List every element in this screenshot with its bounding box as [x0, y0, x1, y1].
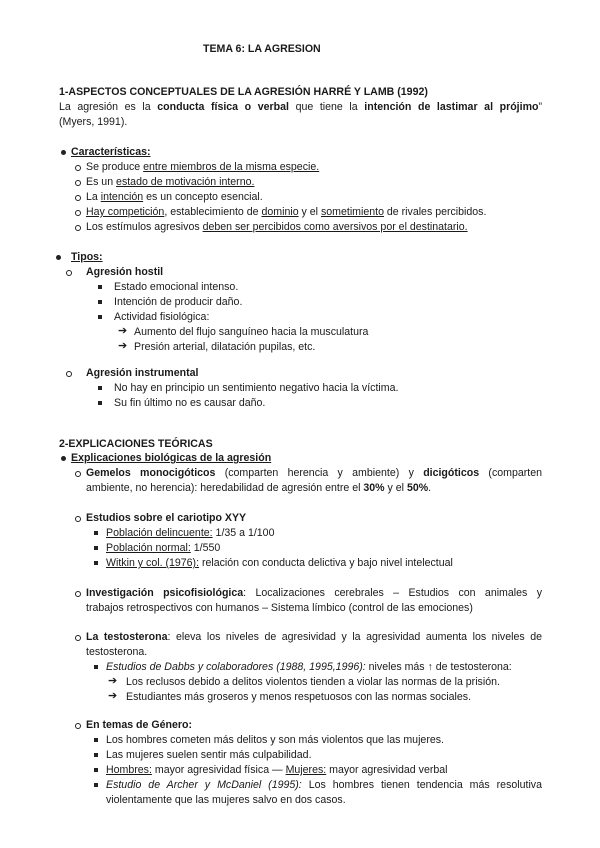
bullet-circle-icon — [75, 591, 81, 597]
dabbs-line: Estudios de Dabbs y colaboradores (1988, 1995,1996): niveles más ↑ de testosterona: — [106, 661, 512, 673]
section-1-heading: 1-ASPECTOS CONCEPTUALES DE LA AGRESIÓN HARRÉ Y LAMB (1992) — [59, 86, 428, 98]
bullet-dot-icon — [61, 150, 66, 155]
section-2-heading: 2-EXPLICACIONES TEÓRICAS — [59, 438, 213, 450]
psicofisiologica-line: Investigación psicofisiológica: Localizaciones cerebrales – Estudios con animales y — [86, 587, 542, 599]
list-item: Los hombres cometen más delitos y son más violentos que las mujeres. — [106, 734, 444, 746]
agresion-hostil-heading: Agresión hostil — [86, 266, 164, 278]
bullet-square-icon — [94, 665, 98, 669]
bullet-circle-icon — [75, 210, 81, 216]
bullet-square-icon — [98, 401, 102, 405]
bullet-circle-icon — [66, 270, 72, 276]
bullet-circle-icon — [75, 516, 81, 522]
list-item: Actividad fisiológica: — [114, 311, 210, 323]
bullet-square-icon — [94, 531, 98, 535]
list-item: Los estímulos agresivos deben ser percibidos como aversivos por el destinatario. — [86, 221, 468, 233]
bullet-circle-icon — [75, 165, 81, 171]
tipos-label: Tipos: — [71, 251, 103, 263]
caracteristicas-label: Características: — [71, 146, 151, 158]
bullet-circle-icon — [66, 371, 72, 377]
definition-citation: (Myers, 1991). — [59, 116, 128, 128]
list-item: Intención de producir daño. — [114, 296, 243, 308]
list-item: Hombres: mayor agresividad física — Mujeres: mayor agresividad verbal — [106, 764, 448, 776]
bullet-square-icon — [98, 315, 102, 319]
agresion-instrumental-heading: Agresión instrumental — [86, 367, 199, 379]
list-item: Aumento del flujo sanguíneo hacia la musculatura — [134, 326, 369, 338]
list-item: No hay en principio un sentimiento negativo hacia la víctima. — [114, 382, 399, 394]
list-item: La intención es un concepto esencial. — [86, 191, 263, 203]
testosterona-line: La testosterona: eleva los niveles de agresividad y la agresividad aumenta los niveles de — [86, 631, 542, 643]
archer-line: Estudio de Archer y McDaniel (1995): Los hombres tienen tendencia más resolutiva — [106, 779, 542, 791]
gemelos-line: Gemelos monocigóticos (comparten herencia y ambiente) y dicigóticos (comparten — [86, 467, 542, 479]
psicofisiologica-line-2: trabajos retrospectivos con humanos – Sistema límbico (control de las emociones) — [86, 602, 473, 614]
bullet-square-icon — [94, 561, 98, 565]
arrow-right-icon: ➔ — [108, 690, 118, 702]
bullet-circle-icon — [75, 635, 81, 641]
list-item: Es un estado de motivación interno. — [86, 176, 255, 188]
list-item: Witkin y col. (1976): relación con conducta delictiva y bajo nivel intelectual — [106, 557, 453, 569]
genero-heading: En temas de Género: — [86, 719, 192, 731]
definition-line: La agresión es la conducta física o verbal que tiene la intención de lastimar al prójimo” — [59, 101, 542, 113]
list-item: Población delincuente: 1/35 a 1/100 — [106, 527, 275, 539]
gemelos-line-2: ambiente, no herencia): heredabilidad de agresión entre el 30% y el 50%. — [86, 482, 432, 494]
bullet-circle-icon — [75, 195, 81, 201]
arrow-right-icon: ➔ — [108, 675, 118, 687]
bullet-square-icon — [94, 738, 98, 742]
arrow-right-icon: ➔ — [118, 325, 128, 337]
list-item: Se produce entre miembros de la misma especie. — [86, 161, 320, 173]
list-item: Presión arterial, dilatación pupilas, etc. — [134, 341, 316, 353]
list-item: Estado emocional intenso. — [114, 281, 239, 293]
bullet-square-icon — [94, 768, 98, 772]
bullet-square-icon — [98, 386, 102, 390]
bullet-square-icon — [94, 783, 98, 787]
bullet-square-icon — [94, 546, 98, 550]
bullet-circle-icon — [75, 180, 81, 186]
bullet-square-icon — [94, 753, 98, 757]
arrow-right-icon: ➔ — [118, 340, 128, 352]
list-item: Hay competición, establecimiento de dominio y el sometimiento de rivales percibidos. — [86, 206, 487, 218]
testosterona-line-2: testosterona. — [86, 646, 148, 658]
biologicas-heading: Explicaciones biológicas de la agresión — [71, 452, 272, 464]
bullet-dot-icon — [61, 456, 66, 461]
bullet-circle-icon — [75, 471, 81, 477]
bullet-dot-icon — [56, 255, 61, 260]
bullet-square-icon — [98, 285, 102, 289]
page-title: TEMA 6: LA AGRESION — [203, 43, 321, 55]
bullet-circle-icon — [75, 225, 81, 231]
list-item: Estudiantes más groseros y menos respetuosos con las normas sociales. — [126, 691, 472, 703]
bullet-square-icon — [98, 300, 102, 304]
bullet-circle-icon — [75, 723, 81, 729]
list-item: Las mujeres suelen sentir más culpabilidad. — [106, 749, 312, 761]
list-item: Los reclusos debido a delitos violentos tienden a violar las normas de la prisión. — [126, 676, 500, 688]
xyy-heading: Estudios sobre el cariotipo XYY — [86, 512, 247, 524]
list-item: Su fin último no es causar daño. — [114, 397, 266, 409]
list-item: Población normal: 1/550 — [106, 542, 221, 554]
archer-line-2: violentamente que las mujeres salvo en dos casos. — [106, 794, 346, 806]
